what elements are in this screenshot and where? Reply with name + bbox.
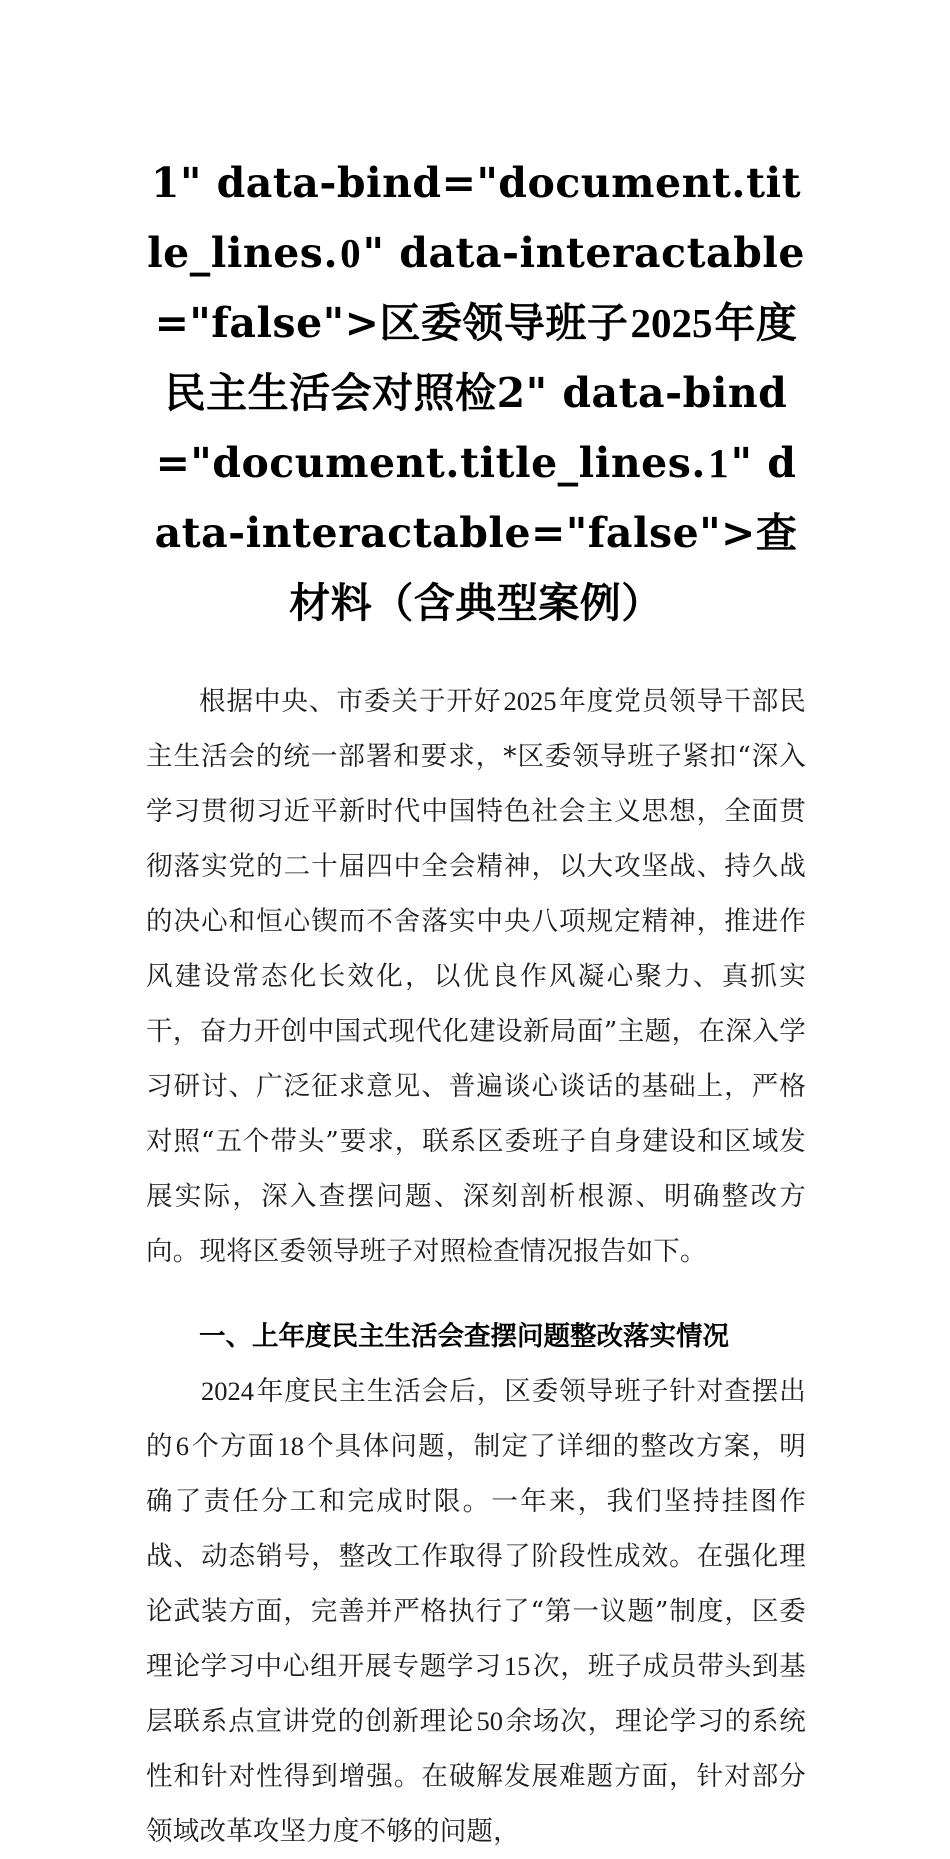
- paragraph-intro: 根据中央、市委关于开好2025年度党员领导干部民主生活会的统一部署和要求，*区委领导班子紧扣“深入学习贯彻习近平新时代中国特色社会主义思想，全面贯彻落实党的二十届四中全会精神，以大攻坚战、持久战的决心和恒心锲而不舍落实中央八项规定精神，推进作风建设常态化长效化，以优良作风凝心聚力、真抓实干，奋力开创中国式现代化建设新局面”主题，在深入学习研讨、广泛征求意见、普遍谈心谈话的基础上，严格对照“五个带头”要求，联系区委班子自身建设和区域发展实际，深入查摆问题、深刻剖析根源、明确整改方向。现将区委领导班子对照检查情况报告如下。: [146, 686, 806, 1267]
- page-title-line-<span class=: 1: [150, 159, 180, 207]
- paragraph-section-one-body: 2024年度民主生活会后，区委领导班子针对查摆出的6个方面18个具体问题，制定了详细的整改方案，明确了责任分工和完成时限。一年来，我们坚持挂图作战、动态销号，整改工作取得了阶段性成效。在强化理论武装方面，完善并严格执行了“第一议题”制度，区委理论学习中心组开展专题学习15次，班子成员带头到基层联系点宣讲党的创新理论50余场次，理论学习的系统性和针对性得到增强。在破解发展难题方面，针对部分领域改革攻坚力度不够的问题，: [146, 1376, 807, 1847]
- heading-section-one: 一、上年度民主生活会查摆问题整改落实情况: [199, 1321, 729, 1351]
- page-title: 1" data-bind="document.title_lines.0" data-interactable="false">区委领导班子2025年度民主生活会对照检2" data-bind="document.title_lines.1" data-interactable="false">查材料（含典型案例）: [147, 159, 805, 627]
- page-title-line-<span class=: 2: [496, 369, 526, 417]
- document-text-column: [146, 0, 806, 1859]
